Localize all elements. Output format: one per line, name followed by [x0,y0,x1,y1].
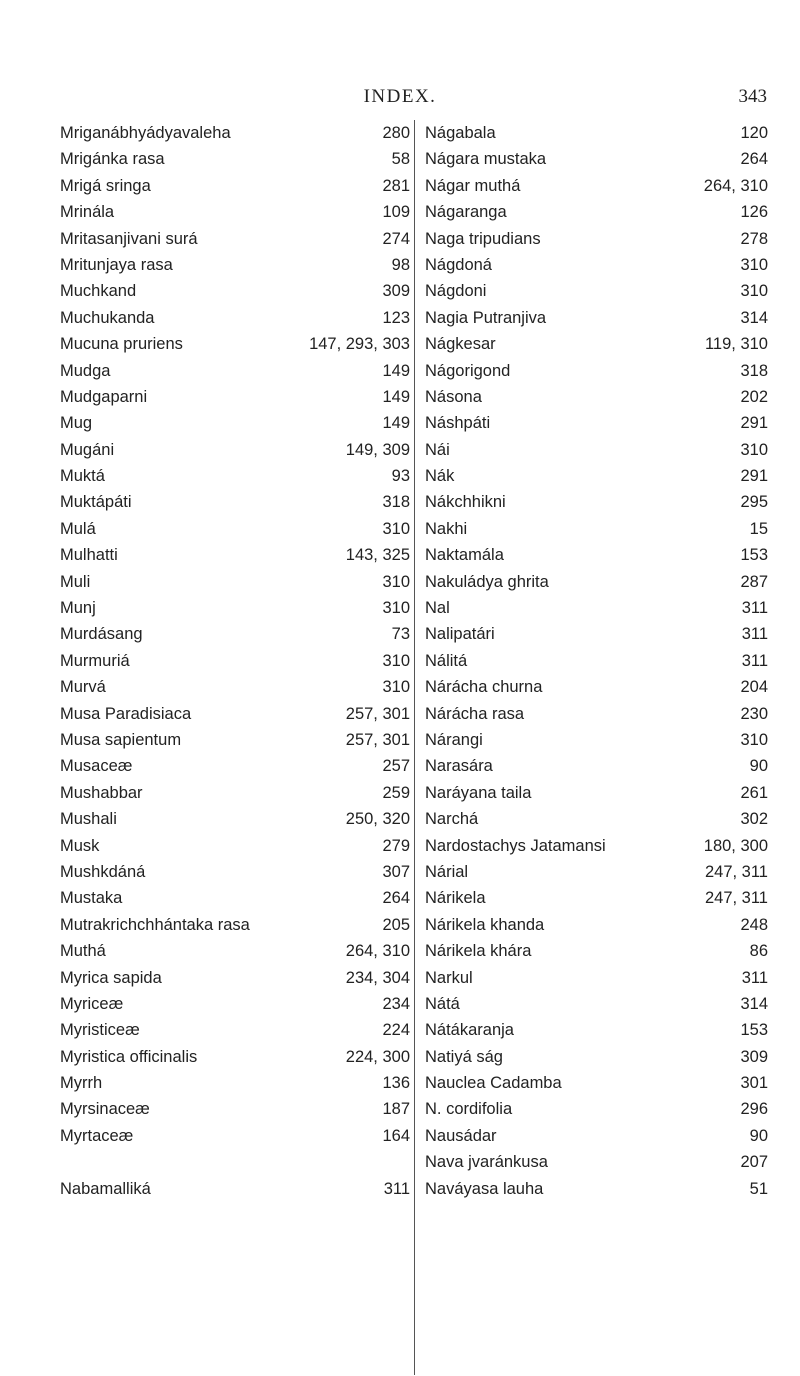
index-entry [425,859,768,885]
index-page-refs: 204 [740,678,768,697]
index-entry [60,1070,410,1096]
index-page-refs: 51 [749,1179,768,1198]
index-column-right [425,120,768,1202]
index-page-refs: 153 [740,546,768,565]
index-term: Mrigá sringa [60,176,151,195]
index-term: Nágaranga [425,203,507,222]
index-entry [425,648,768,674]
index-entry [425,595,768,621]
index-entry [60,1149,410,1175]
index-term: Myristica officinalis [60,1047,198,1066]
index-entry [425,516,768,542]
index-page-refs: 58 [391,150,410,169]
index-page-refs: 234, 304 [345,968,410,987]
index-page-refs: 257, 301 [345,704,410,723]
index-page-refs: 311 [741,651,768,670]
index-term: Mucuna pruriens [60,335,183,354]
index-page-refs: 311 [383,1179,410,1198]
index-term: Nagia Putranjiva [425,308,547,327]
index-entry [425,252,768,278]
index-term: Munj [60,599,96,618]
index-page-refs: 93 [391,467,410,486]
index-entry [425,753,768,779]
index-entry [60,938,410,964]
index-page-refs: 318 [382,493,410,512]
index-entry [425,305,768,331]
index-term: Mrigánka rasa [60,150,165,169]
index-entry [425,885,768,911]
index-entry [60,965,410,991]
index-page-refs: 180, 300 [703,836,768,855]
index-entry [60,1017,410,1043]
index-entry [60,252,410,278]
index-entry [425,1176,768,1202]
index-term: Muchukanda [60,308,155,327]
index-term: Nárikela khára [425,942,532,961]
index-term: Musk [60,836,100,855]
index-page-refs: 281 [382,176,410,195]
index-entry [60,358,410,384]
index-entry [425,569,768,595]
index-entry [425,278,768,304]
index-page-refs: 309 [382,282,410,301]
index-term: Nák [425,467,455,486]
index-page-refs: 143, 325 [345,546,410,565]
index-entry [425,331,768,357]
index-term: Nalipatári [425,625,495,644]
index-entry [425,1044,768,1070]
index-term: Musa sapientum [60,730,182,749]
index-term: Nágdoná [425,255,492,274]
index-page-refs: 311 [741,625,768,644]
index-entry [60,859,410,885]
index-entry [60,648,410,674]
index-entry [425,226,768,252]
index-page-refs: 15 [749,519,768,538]
index-term: Myrtaceæ [60,1126,134,1145]
index-term: Mudga [60,361,111,380]
index-term: Myrrh [60,1074,103,1093]
index-term: Mritunjaya rasa [60,255,173,274]
index-term: Mritasanjivani surá [60,229,198,248]
index-entry [60,569,410,595]
index-page-refs: 73 [391,625,410,644]
index-term: Mulá [60,519,96,538]
page-number: 343 [738,86,767,107]
index-entry [425,991,768,1017]
index-term: Nausádar [425,1126,497,1145]
index-term: Mushkdáná [60,862,146,881]
index-term: Nal [425,599,450,618]
index-page-refs: 296 [740,1100,768,1119]
index-term: Nárácha rasa [425,704,525,723]
index-term: Musa Paradisiaca [60,704,192,723]
index-term: Nárikela khanda [425,915,545,934]
index-page-refs: 287 [740,572,768,591]
index-page-refs: 314 [740,994,768,1013]
index-entry [425,1096,768,1122]
index-page-refs: 291 [740,414,768,433]
index-term: Nái [425,440,450,459]
index-page-refs: 301 [740,1074,768,1093]
index-column-left [60,120,410,1202]
index-entry [60,226,410,252]
index-entry [60,621,410,647]
index-page-refs: 119, 310 [704,335,768,354]
index-page-refs: 307 [382,862,410,881]
index-entry [60,120,410,146]
index-page-refs: 234 [382,994,410,1013]
index-term: Náshpáti [425,414,491,433]
index-page-refs: 248 [740,915,768,934]
index-entry [425,1149,768,1175]
index-term: Muktá [60,467,105,486]
index-term: Naga tripudians [425,229,541,248]
index-page-refs: 295 [740,493,768,512]
index-term: Nágdoni [425,282,487,301]
index-term: Mugáni [60,440,115,459]
index-term: Nágabala [425,124,496,142]
index-page-refs: 86 [749,942,768,961]
index-entry [60,595,410,621]
index-page-refs: 310 [740,255,768,274]
index-term: Nágara mustaka [425,150,547,169]
index-term: Murvá [60,678,106,697]
page-title: INDEX. [363,86,437,107]
index-entry [425,437,768,463]
index-term: Myriceæ [60,994,124,1013]
index-entry [60,727,410,753]
index-entry [425,120,768,146]
index-term: Mushabbar [60,783,143,802]
index-entry [60,437,410,463]
index-page-refs: 230 [740,704,768,723]
index-page-refs: 274 [382,229,410,248]
index-term: Narkul [425,968,473,987]
index-entry [60,463,410,489]
index-entry [60,885,410,911]
index-term: Muthá [60,942,106,961]
index-entry [425,806,768,832]
index-term: Nágar muthá [425,176,521,195]
index-page-refs: 153 [740,1021,768,1040]
index-term: Muli [60,572,91,591]
index-page-refs: 261 [740,783,768,802]
index-page-refs: 205 [382,915,410,934]
index-page-refs: 264, 310 [703,176,768,195]
index-entry [425,463,768,489]
index-term: Narchá [425,810,479,829]
index-entry [425,938,768,964]
index-page-refs: 318 [740,361,768,380]
index-page-refs: 280 [382,124,410,142]
index-entry [425,542,768,568]
index-term: Mrinála [60,203,115,222]
index-entry [60,384,410,410]
index-entry [60,806,410,832]
index-term: Myrsinaceæ [60,1100,150,1119]
index-page-refs: 302 [740,810,768,829]
index-term: Nárikela [425,889,486,908]
index-page-refs: 257 [382,757,410,776]
index-page-refs: 314 [740,308,768,327]
index-page-refs: 310 [740,730,768,749]
index-term: Muktápáti [60,493,132,512]
index-entry [60,305,410,331]
index-entry [60,780,410,806]
index-entry [425,727,768,753]
index-term: Nárácha churna [425,678,543,697]
index-page-refs: 224, 300 [345,1047,410,1066]
index-term: Nákchhikni [425,493,506,512]
index-entry [425,199,768,225]
index-entry [60,991,410,1017]
index-entry [425,410,768,436]
index-entry [425,912,768,938]
index-entry [60,146,410,172]
index-term: Mudgaparni [60,387,148,406]
index-page-refs: 202 [740,387,768,406]
index-entry [425,489,768,515]
index-page-refs: 136 [382,1074,410,1093]
index-page-refs: 109 [382,203,410,222]
index-entry [425,358,768,384]
index-term: Natiyá ság [425,1047,503,1066]
index-page-refs: 247, 311 [704,889,768,908]
index-entry [60,753,410,779]
index-page-refs: 149 [382,414,410,433]
index-term: N. cordifolia [425,1100,513,1119]
index-page-refs: 264 [382,889,410,908]
index-page-refs: 264 [740,150,768,169]
index-term: Mulhatti [60,546,118,565]
index-page-refs: 123 [382,308,410,327]
index-page-refs: 207 [740,1153,768,1172]
index-term: Nakuládya ghrita [425,572,549,591]
index-page-refs: 90 [749,757,768,776]
index-term: Nárangi [425,730,483,749]
index-entry [425,1123,768,1149]
index-page-refs: 310 [740,440,768,459]
index-term: Naváyasa lauha [425,1179,544,1198]
index-term: Mriganábhyádyavaleha [60,124,231,142]
index-term: Nabamalliká [60,1179,151,1198]
index-entry [60,173,410,199]
column-divider [414,120,415,1375]
index-term: Mutrakrichchhántaka rasa [60,915,250,934]
index-entry [60,1123,410,1149]
index-page-refs: 120 [740,124,768,142]
index-entry [425,146,768,172]
index-page-refs: 98 [391,255,410,274]
index-page-refs: 247, 311 [704,862,768,881]
index-entry [60,489,410,515]
index-page-refs: 310 [382,599,410,618]
index-term: Nágkesar [425,335,496,354]
index-term: Myristiceæ [60,1021,140,1040]
index-term: Mug [60,414,93,433]
index-term: Myrica sapida [60,968,162,987]
index-entry [60,833,410,859]
index-entry [60,199,410,225]
index-entry [60,701,410,727]
index-entry [60,674,410,700]
index-page-refs: 310 [382,519,410,538]
index-entry [60,1176,410,1202]
index-entry [425,674,768,700]
index-term: Nardostachys Jatamansi [425,836,606,855]
index-entry [425,1070,768,1096]
index-page-refs: 187 [382,1100,410,1119]
index-page-refs: 310 [382,678,410,697]
index-term: Naktamála [425,546,504,565]
index-page-refs: 310 [382,572,410,591]
index-entry [425,833,768,859]
index-term: Naráyana taila [425,783,532,802]
index-entry [60,912,410,938]
index-page-refs: 279 [382,836,410,855]
index-term: Narasára [425,757,493,776]
page-header [0,86,800,116]
index-entry [60,331,410,357]
index-term: Nauclea Cadamba [425,1074,562,1093]
index-entry [60,278,410,304]
index-page-refs: 259 [382,783,410,802]
index-term: Mushali [60,810,117,829]
index-entry [60,1044,410,1070]
index-term: Nava jvaránkusa [425,1153,548,1172]
index-page-refs: 224 [382,1021,410,1040]
index-page-refs: 250, 320 [345,810,410,829]
index-entry [60,1096,410,1122]
index-term: Muchkand [60,282,137,301]
index-entry [60,516,410,542]
index-page-refs: 149 [382,387,410,406]
index-term: Nágorigond [425,361,511,380]
index-entry [425,780,768,806]
index-page-refs: 310 [382,651,410,670]
index-term: Nátákaranja [425,1021,514,1040]
index-page-refs: 311 [741,599,768,618]
index-term: Murmuriá [60,651,130,670]
index-page-refs: 90 [749,1126,768,1145]
index-page-refs: 291 [740,467,768,486]
index-term: Násona [425,387,482,406]
index-term: Musaceæ [60,757,133,776]
index-page-refs: 164 [382,1126,410,1145]
index-page-refs: 149, 309 [345,440,410,459]
index-term: Nakhi [425,519,468,538]
index-entry [425,1017,768,1043]
index-term: Mustaka [60,889,123,908]
index-page-refs: 126 [740,203,768,222]
index-page-refs: 278 [740,229,768,248]
index-page-refs: 264, 310 [345,942,410,961]
index-term: Murdásang [60,625,143,644]
index-entry [425,621,768,647]
index-page-refs: 257, 301 [345,730,410,749]
index-entry [60,542,410,568]
index-entry [425,384,768,410]
index-entry [425,701,768,727]
index-page-refs: 149 [382,361,410,380]
index-entry [425,965,768,991]
index-term: Nárial [425,862,469,881]
index-page-refs: 309 [740,1047,768,1066]
index-page-refs: 311 [741,968,768,987]
index-term: Nálitá [425,651,468,670]
index-entry [60,410,410,436]
index-term: Nátá [425,994,460,1013]
index-entry [425,173,768,199]
index-page-refs: 310 [740,282,768,301]
index-page-refs: 147, 293, 303 [309,335,410,354]
